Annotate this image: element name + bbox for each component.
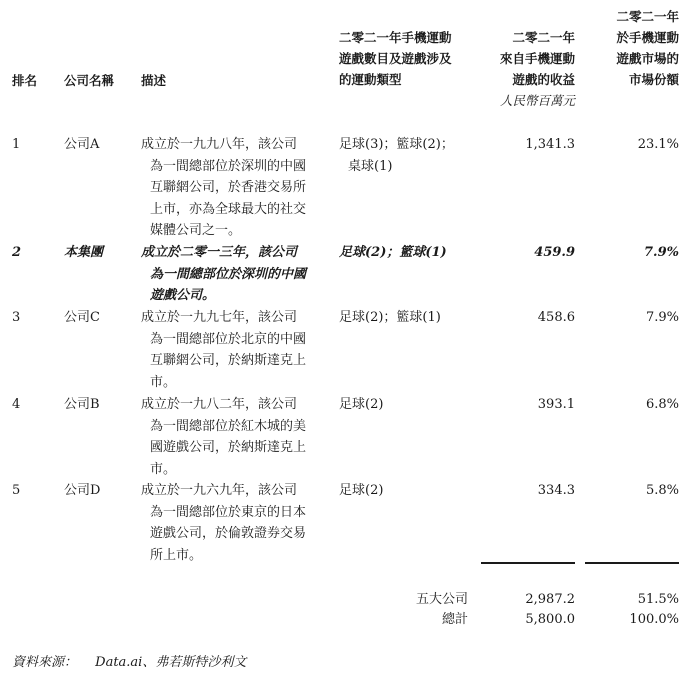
description-line: 成立於一九九八年，該公司 bbox=[141, 137, 298, 152]
description-line: 互聯網公司，於香港交易所 bbox=[150, 180, 307, 195]
description-line: 國遊戲公司，於納斯達克上 bbox=[150, 440, 307, 455]
header-description: 描述 bbox=[141, 73, 167, 88]
table-row-description bbox=[141, 480, 323, 566]
header-games-line: 的運動類型 bbox=[339, 72, 402, 87]
games-line: 足球(2)；籃球(1) bbox=[339, 310, 441, 325]
description-line: 成立於一九六九年，該公司 bbox=[141, 483, 298, 498]
description-line: 所上市。 bbox=[150, 547, 203, 563]
header-rank: 排名 bbox=[12, 73, 38, 88]
totals-rule-revenue bbox=[481, 562, 575, 564]
header-share-line: 遊戲市場的 bbox=[616, 51, 679, 66]
table-row-games bbox=[339, 480, 479, 502]
table-row-revenue: 393.1 bbox=[537, 397, 575, 412]
header-revenue bbox=[455, 27, 575, 111]
games-line: 足球(2)；籃球(1) bbox=[339, 245, 447, 260]
totals-share: 100.0% bbox=[629, 612, 679, 627]
description-line: 為一間總部位於北京的中國 bbox=[150, 331, 307, 347]
table-row-games bbox=[339, 394, 479, 416]
source-note bbox=[12, 652, 246, 674]
table-row-rank: 4 bbox=[12, 397, 21, 412]
table-row-revenue: 1,341.3 bbox=[525, 137, 575, 152]
description-line: 成立於二零一三年，該公司 bbox=[141, 245, 298, 260]
header-share-line: 於手機運動 bbox=[616, 30, 679, 45]
table-row-description bbox=[141, 307, 323, 393]
header-revenue-line: 二零二一年 bbox=[512, 30, 575, 45]
totals-label: 五大公司 bbox=[415, 592, 468, 607]
table-row-company: 公司A bbox=[64, 137, 100, 152]
totals-revenue: 2,987.2 bbox=[525, 592, 575, 607]
header-company-name: 公司名稱 bbox=[64, 73, 115, 88]
description-line: 為一間總部位於深圳的中國 bbox=[150, 158, 307, 174]
totals-rule-share bbox=[585, 562, 679, 564]
description-line: 上市，亦為全球最大的社交 bbox=[150, 201, 307, 217]
description-line: 遊戲公司。 bbox=[150, 288, 216, 303]
totals-label: 總計 bbox=[441, 612, 468, 627]
description-line: 市。 bbox=[150, 374, 177, 390]
table-row-company: 本集團 bbox=[64, 245, 104, 260]
header-share-line: 二零二一年 bbox=[616, 9, 679, 24]
header-share-line: 市場份額 bbox=[628, 72, 679, 87]
table-row-share: 23.1% bbox=[637, 137, 679, 152]
table-row-description bbox=[141, 394, 323, 480]
description-line: 成立於一九八二年，該公司 bbox=[141, 397, 298, 412]
description-line: 為一間總部位於紅木城的美 bbox=[150, 418, 307, 434]
table-row-share: 6.8% bbox=[645, 397, 679, 412]
source-text: Data.ai、弗若斯特沙利文 bbox=[95, 655, 247, 670]
table-row-rank: 5 bbox=[12, 483, 21, 498]
description-line: 成立於一九九七年，該公司 bbox=[141, 310, 298, 325]
totals-share: 51.5% bbox=[637, 592, 679, 607]
description-line: 為一間總部位於深圳的中國 bbox=[150, 266, 307, 282]
table-row-share: 5.8% bbox=[645, 483, 679, 498]
source-label: 資料來源： bbox=[12, 655, 78, 670]
table-row-company: 公司D bbox=[64, 483, 101, 498]
header-share bbox=[579, 6, 679, 90]
description-line: 為一間總部位於東京的日本 bbox=[150, 504, 307, 520]
games-line: 足球(3)；籃球(2)； bbox=[339, 137, 454, 152]
games-line: 足球(2) bbox=[339, 397, 384, 412]
description-line: 互聯網公司，於納斯達克上 bbox=[150, 353, 307, 368]
table-row-revenue: 334.3 bbox=[537, 483, 575, 498]
table-row-rank: 3 bbox=[12, 310, 21, 325]
table-row-company: 公司B bbox=[64, 397, 100, 412]
table-row-revenue: 458.6 bbox=[537, 310, 575, 325]
table-row-share: 7.9% bbox=[645, 310, 679, 325]
table-row-rank: 1 bbox=[12, 137, 21, 152]
games-line: 足球(2) bbox=[339, 483, 384, 498]
table-row-description bbox=[141, 242, 323, 307]
description-line: 遊戲公司，於倫敦證券交易 bbox=[150, 526, 307, 541]
description-line: 媒體公司之一。 bbox=[150, 223, 242, 238]
header-revenue-unit: 人民幣百萬元 bbox=[499, 93, 575, 108]
header-revenue-line: 遊戲的收益 bbox=[512, 72, 575, 87]
table-row-games bbox=[339, 242, 479, 264]
header-games-line: 遊戲數目及遊戲涉及 bbox=[339, 51, 452, 66]
table-row-share: 7.9% bbox=[644, 245, 679, 260]
totals-revenue: 5,800.0 bbox=[525, 612, 575, 627]
table-row-games bbox=[339, 307, 479, 329]
table-row-rank: 2 bbox=[12, 245, 22, 260]
table-row-company: 公司C bbox=[64, 310, 100, 325]
table-row-description bbox=[141, 134, 323, 242]
header-games-line: 二零二一年手機運動 bbox=[339, 30, 452, 45]
description-line: 市。 bbox=[150, 461, 177, 477]
table-row-games bbox=[339, 134, 479, 177]
header-revenue-line: 來自手機運動 bbox=[499, 51, 575, 66]
table-row-revenue: 459.9 bbox=[534, 245, 575, 260]
games-line: 桌球(1) bbox=[348, 158, 393, 174]
